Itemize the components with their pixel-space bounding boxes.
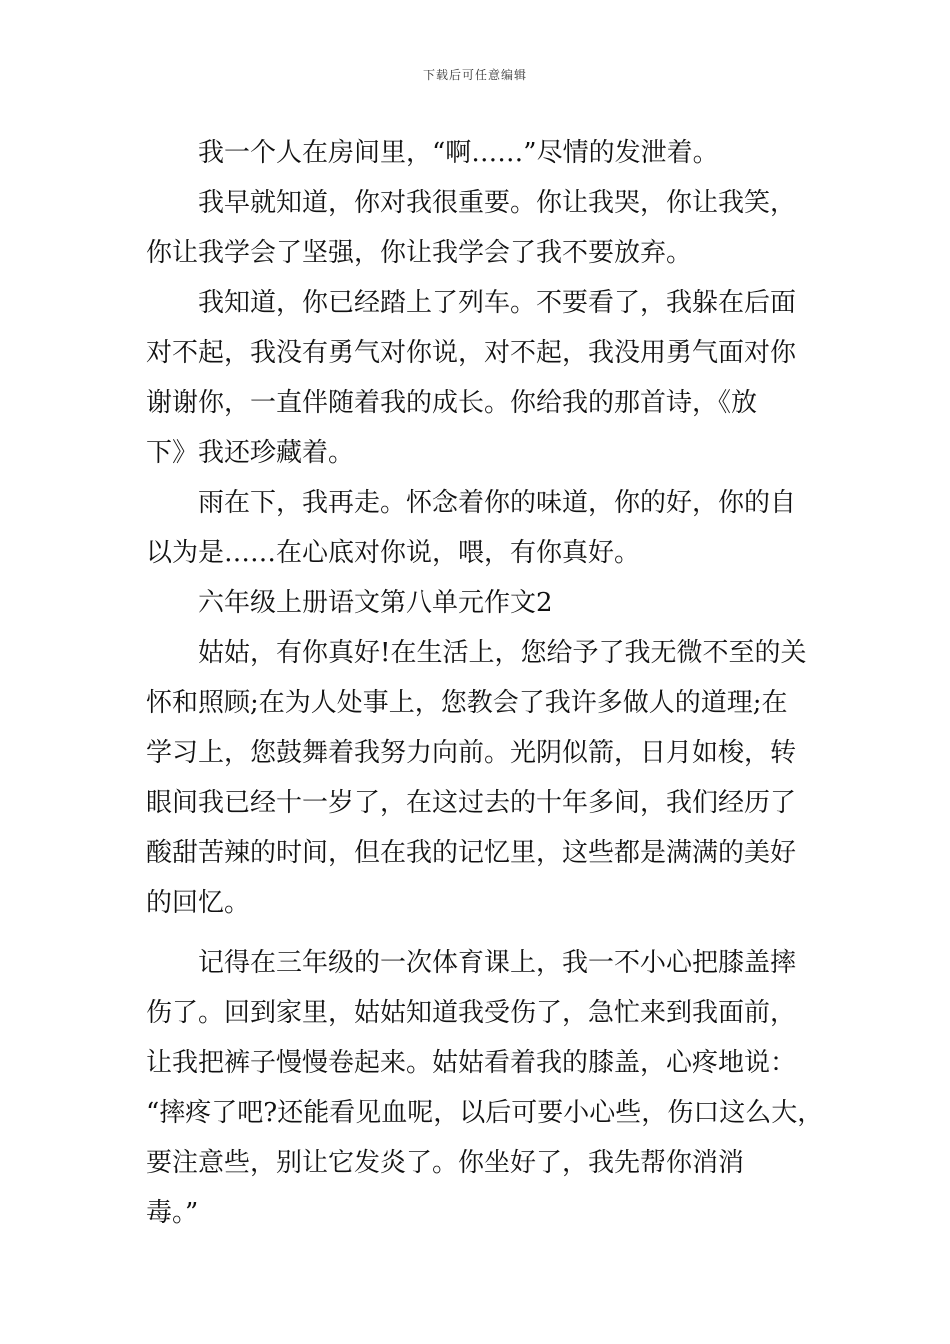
text-line: 我知道，你已经踏上了列车。不要看了，我躲在后面 xyxy=(198,288,797,318)
text-line: 毒。” xyxy=(146,1198,199,1228)
text-line: 谢谢你，一直伴随着我的成长。你给我的那首诗，《放 xyxy=(146,388,758,418)
text-line: 学习上，您鼓舞着我努力向前。光阴似箭，日月如梭，转 xyxy=(146,738,797,768)
paragraph-gap xyxy=(146,928,816,938)
text-line: 眼间我已经十一岁了，在这过去的十年多间，我们经历了 xyxy=(146,788,797,818)
page-header: 下载后可任意编辑 xyxy=(422,68,527,82)
text-line: 我一个人在房间里，“啊……”尽情的发泄着。 xyxy=(198,138,719,168)
text-line: 以为是……在心底对你说，喂，有你真好。 xyxy=(146,538,641,568)
text-line: 酸甜苦辣的时间，但在我的记忆里，这些都是满满的美好 xyxy=(146,838,797,868)
text-line: 要注意些，别让它发炎了。你坐好了，我先帮你消消 xyxy=(146,1148,745,1178)
text-line: 姑姑，有你真好!在生活上，您给予了我无微不至的关 xyxy=(198,638,807,668)
document-body xyxy=(146,128,824,1238)
text-line: 怀和照顾;在为人处事上，您教会了我许多做人的道理;在 xyxy=(146,688,788,718)
text-line: 伤了。回到家里，姑姑知道我受伤了，急忙来到我面前， xyxy=(146,998,797,1028)
text-line: 我早就知道，你对我很重要。你让我哭，你让我笑， xyxy=(198,188,797,218)
section-title: 六年级上册语文第八单元作文2 xyxy=(198,588,553,618)
text-line: 对不起，我没有勇气对你说，对不起，我没用勇气面对你 xyxy=(146,338,797,368)
text-line: “摔疼了吧?还能看见血呢，以后可要小心些，伤口这么大， xyxy=(146,1098,824,1128)
text-line: 雨在下，我再走。怀念着你的味道，你的好，你的自 xyxy=(198,488,797,518)
text-line: 你让我学会了坚强，你让我学会了我不要放弃。 xyxy=(146,238,693,268)
text-line: 记得在三年级的一次体育课上，我一不小心把膝盖摔 xyxy=(198,948,797,978)
text-line: 下》我还珍藏着。 xyxy=(146,438,355,468)
text-line: 让我把裤子慢慢卷起来。姑姑看着我的膝盖，心疼地说： xyxy=(146,1048,797,1078)
text-line: 的回忆。 xyxy=(146,888,251,918)
